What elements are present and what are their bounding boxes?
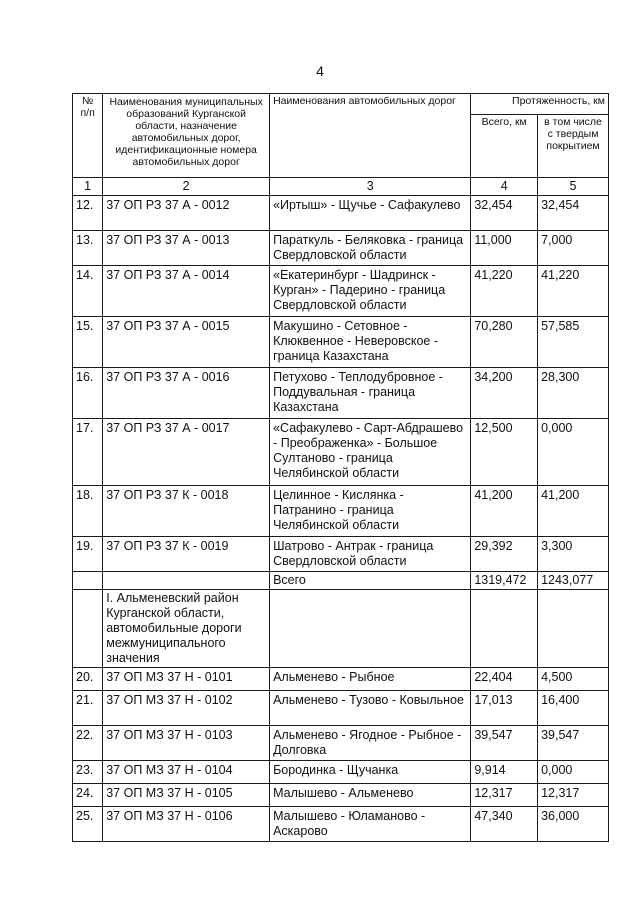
row-number: 13. <box>73 231 103 266</box>
length-paved: 28,300 <box>538 368 609 419</box>
table-row <box>73 231 609 266</box>
length-paved: 41,220 <box>538 266 609 317</box>
length-paved: 32,454 <box>538 196 609 231</box>
total-paved-value: 1243,077 <box>538 572 609 590</box>
length-paved: 36,000 <box>538 807 609 842</box>
length-paved: 41,200 <box>538 486 609 537</box>
road-id: 37 ОП МЗ 37 Н - 0101 <box>103 668 270 691</box>
header-municipal: Наименования муниципальных образований Курганской области, назначение автомобильных дорог, идентификационные номера автомобильных дорог <box>103 94 270 178</box>
col-number-3: 3 <box>270 178 471 196</box>
length-total: 29,392 <box>471 537 538 572</box>
length-total: 41,220 <box>471 266 538 317</box>
row-number: 22. <box>73 726 103 761</box>
length-total: 9,914 <box>471 761 538 784</box>
header-total: Всего, км <box>471 115 538 178</box>
length-paved: 7,000 <box>538 231 609 266</box>
length-paved: 0,000 <box>538 419 609 486</box>
row-number: 19. <box>73 537 103 572</box>
table-row <box>73 726 609 761</box>
row-number: 21. <box>73 691 103 726</box>
total-row <box>73 572 609 590</box>
table-row <box>73 317 609 368</box>
section-title: I. Альменевский район Курганской области, автомобильные дороги межмуниципального значения <box>103 590 270 668</box>
col-number-4: 4 <box>471 178 538 196</box>
road-id: 37 ОП МЗ 37 Н - 0103 <box>103 726 270 761</box>
road-id: 37 ОП МЗ 37 Н - 0106 <box>103 807 270 842</box>
row-number: 25. <box>73 807 103 842</box>
header-roads: Наименования автомобильных дорог <box>270 94 471 178</box>
table-row <box>73 419 609 486</box>
road-id: 37 ОП РЗ 37 А - 0017 <box>103 419 270 486</box>
road-name: Петухово - Теплодубровное - Поддувальная - граница Казахстана <box>270 368 471 419</box>
length-total: 11,000 <box>471 231 538 266</box>
road-id: 37 ОП РЗ 37 А - 0015 <box>103 317 270 368</box>
length-paved: 0,000 <box>538 761 609 784</box>
road-name: Бородинка - Щучанка <box>270 761 471 784</box>
road-id: 37 ОП РЗ 37 К - 0019 <box>103 537 270 572</box>
row-number: 20. <box>73 668 103 691</box>
table-row <box>73 196 609 231</box>
col-number-2: 2 <box>103 178 270 196</box>
table-row <box>73 761 609 784</box>
road-name: Шатрово - Антрак - граница Свердловской области <box>270 537 471 572</box>
length-total: 32,454 <box>471 196 538 231</box>
row-number: 17. <box>73 419 103 486</box>
road-id: 37 ОП МЗ 37 Н - 0102 <box>103 691 270 726</box>
road-name: Параткуль - Беляковка - граница Свердловской области <box>270 231 471 266</box>
road-id: 37 ОП МЗ 37 Н - 0105 <box>103 784 270 807</box>
row-number: 24. <box>73 784 103 807</box>
length-paved: 16,400 <box>538 691 609 726</box>
road-id: 37 ОП РЗ 37 А - 0014 <box>103 266 270 317</box>
table-row <box>73 691 609 726</box>
road-name: Целинное - Кислянка - Патранино - граница Челябинской области <box>270 486 471 537</box>
road-name: «Иртыш» - Щучье - Сафакулево <box>270 196 471 231</box>
page-number: 4 <box>316 63 324 79</box>
length-total: 22,404 <box>471 668 538 691</box>
road-id: 37 ОП РЗ 37 А - 0012 <box>103 196 270 231</box>
roads-table <box>72 93 609 842</box>
header-num: № п/п <box>73 94 103 178</box>
row-number: 12. <box>73 196 103 231</box>
table-row <box>73 784 609 807</box>
total-value: 1319,472 <box>471 572 538 590</box>
length-total: 70,280 <box>471 317 538 368</box>
row-number: 16. <box>73 368 103 419</box>
road-name: Альменево - Рыбное <box>270 668 471 691</box>
road-name: Альменево - Тузово - Ковыльное <box>270 691 471 726</box>
header-paved: в том числе с твердым покрытием <box>538 115 609 178</box>
row-number: 18. <box>73 486 103 537</box>
length-total: 12,500 <box>471 419 538 486</box>
road-id: 37 ОП РЗ 37 А - 0016 <box>103 368 270 419</box>
road-name: Малышево - Юламаново - Аскарово <box>270 807 471 842</box>
length-total: 17,013 <box>471 691 538 726</box>
row-number: 23. <box>73 761 103 784</box>
header-length: Протяженность, км <box>471 94 609 115</box>
length-paved: 4,500 <box>538 668 609 691</box>
table-row <box>73 486 609 537</box>
road-name: Малышево - Альменево <box>270 784 471 807</box>
road-id: 37 ОП РЗ 37 К - 0018 <box>103 486 270 537</box>
table-row <box>73 266 609 317</box>
length-total: 39,547 <box>471 726 538 761</box>
length-total: 34,200 <box>471 368 538 419</box>
total-label: Всего <box>270 572 471 590</box>
road-id: 37 ОП РЗ 37 А - 0013 <box>103 231 270 266</box>
road-name: Макушино - Сетовное - Клюквенное - Неверовское - граница Казахстана <box>270 317 471 368</box>
road-name: «Екатеринбург - Шадринск - Курган» - Падерино - граница Свердловской области <box>270 266 471 317</box>
table-row <box>73 668 609 691</box>
road-name: «Сафакулево - Сарт-Абдрашево - Преображенка» - Большое Султаново - граница Челябинской области <box>270 419 471 486</box>
length-paved: 39,547 <box>538 726 609 761</box>
row-number: 15. <box>73 317 103 368</box>
row-number: 14. <box>73 266 103 317</box>
col-number-5: 5 <box>538 178 609 196</box>
length-paved: 12,317 <box>538 784 609 807</box>
length-paved: 57,585 <box>538 317 609 368</box>
col-number-1: 1 <box>73 178 103 196</box>
table-row <box>73 368 609 419</box>
table-row <box>73 807 609 842</box>
length-paved: 3,300 <box>538 537 609 572</box>
table-row <box>73 537 609 572</box>
length-total: 47,340 <box>471 807 538 842</box>
road-name: Альменево - Ягодное - Рыбное - Долговка <box>270 726 471 761</box>
length-total: 12,317 <box>471 784 538 807</box>
length-total: 41,200 <box>471 486 538 537</box>
road-id: 37 ОП МЗ 37 Н - 0104 <box>103 761 270 784</box>
section-row <box>73 590 609 668</box>
